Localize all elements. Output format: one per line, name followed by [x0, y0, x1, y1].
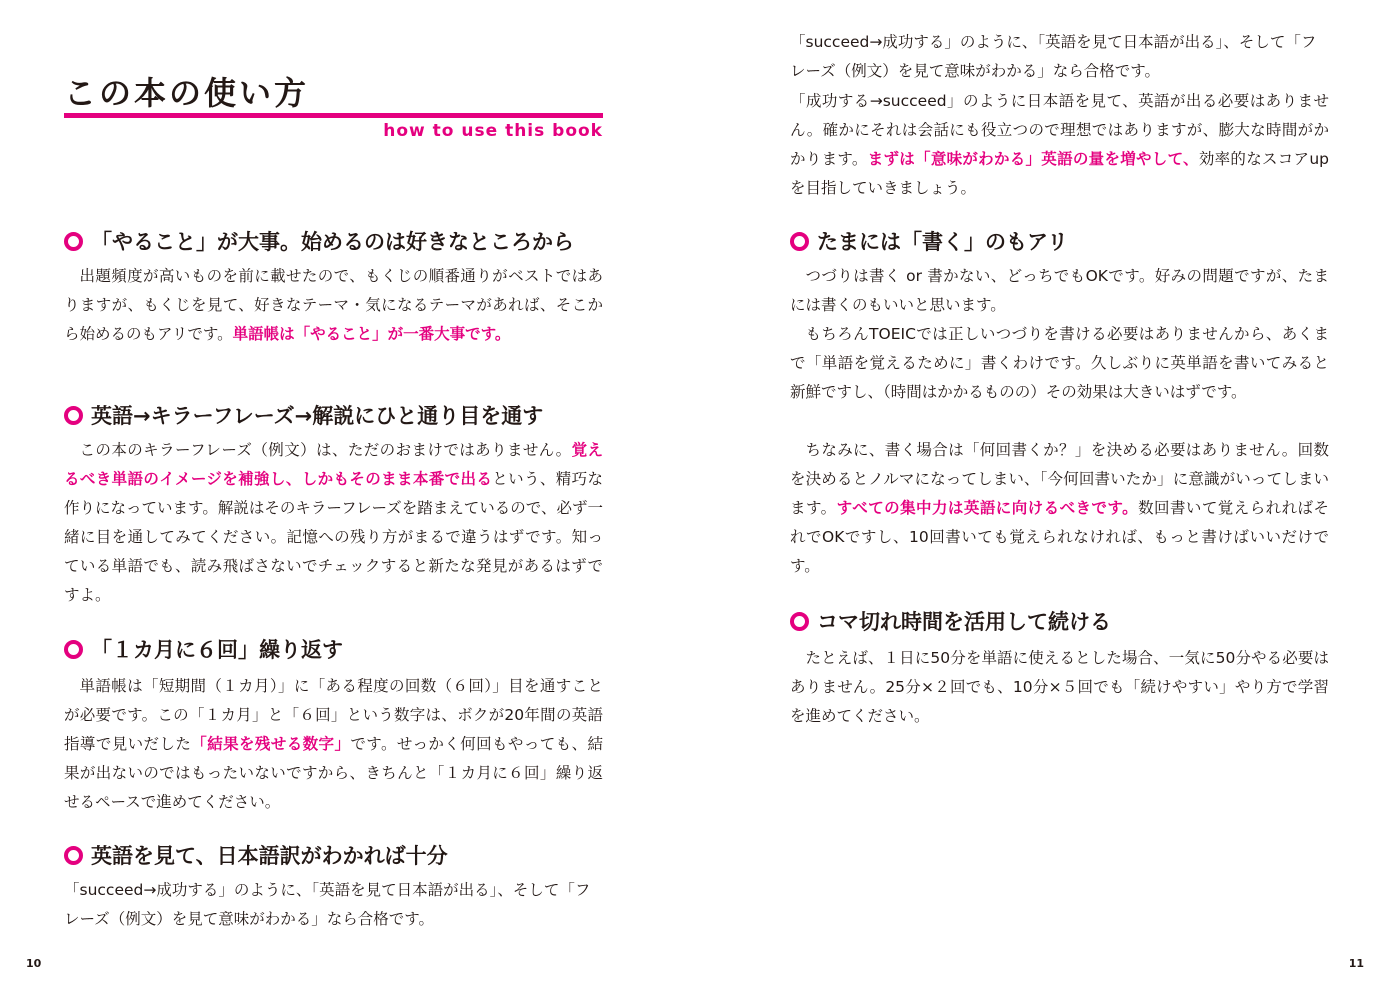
right-page: [697, 0, 1394, 1000]
section-paragraph: [790, 436, 1329, 581]
section-heading: [64, 634, 343, 664]
ring-bullet-icon: [64, 846, 83, 865]
text-run: たとえば、１日に50分を単語に使えるとした場合、一気に50分やる必要はありません。25分×２回でも、10分×５回でも「続けやすい」やり方で学習を進めてください。: [790, 649, 1329, 725]
section-heading: [790, 606, 1111, 636]
text-run: この本のキラーフレーズ（例文）は、ただのおまけではありません。: [79, 441, 572, 459]
section-paragraph-start: [64, 876, 603, 928]
highlighted-text: 「結果を残せる数字」: [191, 735, 351, 753]
title-underline: [64, 113, 603, 118]
page-subtitle: how to use this book: [383, 121, 603, 141]
highlighted-text: 単語帳は「やること」が一番大事です。: [232, 325, 511, 343]
section-heading-text: 英語を見て、日本語訳がわかれば十分: [91, 844, 448, 868]
text-run: 「succeed→成功する」のように、「英語を見て日本語が出る」、そして「フレーズ（例文）を見て意味がわかる」なら合格です。: [790, 33, 1317, 80]
section-heading-text: 「１カ月に６回」繰り返す: [91, 638, 343, 662]
text-run: もちろんTOEICでは正しいつづりを書ける必要はありませんから、あくまで「単語を覚えるために」書くわけです。久しぶりに英単語を書いてみると新鮮ですし、（時間はかかるものの）その効果は大きいはずです。: [790, 325, 1329, 401]
section-paragraph: [790, 320, 1329, 407]
section-paragraph: [64, 436, 603, 610]
text-run: ちなみに、書く場合は「何回書くか？」を決める必要はありません。回数を決めるとノルマになってしまい、「今何回書いたか」に意識がいってしまいます。: [790, 441, 1329, 517]
continued-paragraph-window: [790, 33, 1329, 86]
page-number: 11: [1348, 957, 1364, 970]
section-paragraph: [64, 672, 603, 817]
text-run: 「succeed→成功する」のように、「英語を見て日本語が出る」、そして「フレーズ（例文）を見て意味がわかる」なら合格です。: [64, 881, 591, 928]
highlighted-text: 覚えるべき単語のイメージを補強し、しかもそのまま本番で出る: [64, 441, 603, 488]
page-title: この本の使い方: [64, 74, 310, 112]
text-run: 出題頻度が高いものを前に載せたので、もくじの順番通りがベストではありますが、もくじを見て、好きなテーマ・気になるテーマがあれば、そこから始めるのもアリです。: [64, 267, 603, 343]
text-run: つづりは書く or 書かない、どっちでもOKです。好みの問題ですが、たまには書くのもいいと思います。: [790, 267, 1329, 314]
ring-bullet-icon: [64, 232, 83, 251]
section-heading-text: たまには「書く」のもアリ: [817, 230, 1069, 254]
section-heading-text: 英語→キラーフレーズ→解説にひと通り目を通す: [91, 404, 544, 428]
continued-paragraph: [790, 28, 1329, 86]
ring-bullet-icon: [790, 612, 809, 631]
text-run: 効率的なスコアupを目指していきましょう。: [790, 150, 1329, 197]
page-number: 10: [26, 957, 42, 970]
section-heading-text: 「やること」が大事。始めるのは好きなところから: [91, 230, 574, 254]
section-paragraph: [790, 644, 1329, 731]
ring-bullet-icon: [64, 640, 83, 659]
highlighted-text: すべての集中力は英語に向けるべきです。: [836, 499, 1139, 517]
text-run: 「成功する→succeed」のように日本語を見て、英語が出る必要はありません。確かにそれは会話にも役立つので理想ではありますが、膨大な時間がかかります。: [790, 92, 1329, 168]
section-paragraph: [64, 262, 603, 349]
section-heading: [790, 226, 1068, 256]
section-paragraph: [790, 262, 1329, 320]
text-run: という、精巧な作りになっています。解説はそのキラーフレーズを踏まえているので、必ず一緒に目を通してみてください。記憶への残り方がまるで違うはずです。知っている単語でも、読み飛ばさないでチェックすると新たな発見があるはずですよ。: [64, 470, 603, 604]
text-run: です。せっかく何回もやっても、結果が出ないのではもったいないですから、きちんと「１カ月に６回」繰り返せるペースで進めてください。: [64, 735, 603, 811]
section-heading: [64, 226, 574, 256]
section-heading: [64, 400, 543, 430]
ring-bullet-icon: [790, 232, 809, 251]
text-run: 数回書いて覚えられればそれでOKですし、10回書いても覚えられなければ、もっと書けばいいだけです。: [790, 499, 1329, 575]
section-heading: [64, 840, 448, 870]
section-paragraph: [790, 87, 1329, 203]
ring-bullet-icon: [64, 406, 83, 425]
highlighted-text: まずは「意味がわかる」英語の量を増やして、: [867, 150, 1199, 168]
text-run: 単語帳は「短期間（１カ月）」に「ある程度の回数（６回）」目を通すことが必要です。この「１カ月」と「６回」という数字は、ボクが20年間の英語指導で見いだした: [64, 677, 603, 753]
section-heading-text: コマ切れ時間を活用して続ける: [817, 610, 1111, 634]
